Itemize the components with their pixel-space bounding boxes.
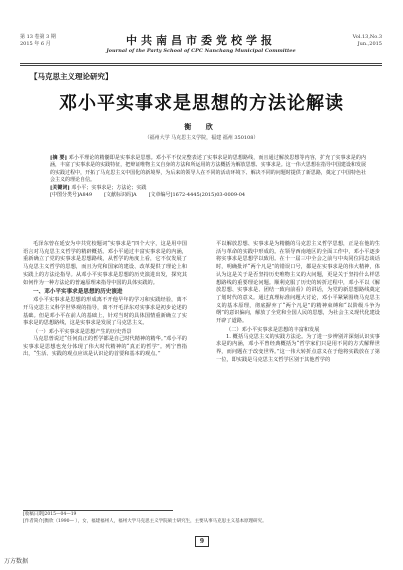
issue-date-en: Jun.,2015: [357, 41, 382, 47]
paragraph: 邓小平实事求是思想的形成离不开他早年的学习和实践经验，离不开马克思主义科学世界观的指导，离不开毛泽东对实事求是初步论述的基础。但是邓小平在前人的基础上，针对当时的具体国情重新确立了实事求是的思想路线，这是实事求是发展了马克思主义。: [23, 297, 187, 327]
paragraph: 1. 概括马克思主义的实践方法论。为了进一步辨别并深刻认识实事求是的内涵，邓小平曾经典概括为“哲学家们只是用不同的方式解释世界，而问题在于改变世界。”这一伟大转折点意义在于他将实践放在了第一位，即实践是马克思主义哲学区别于其他哲学的: [216, 333, 380, 363]
abstract-text: 邓小平理论的精髓即是实事求是思想。邓小平不仅完整表述了实事求是的思想路线，而且通过解放思想等内容，扩充了实事求是的内涵，丰富了实事求是的实践特征，把辩证唯物主义自身的方法和所运用的方法概括为解放思想、实事求是。这一伟大思想在指导中国建设和发展的实践过程中，开拓了马克思主义中国化的新境界，为后来的领导人在不同的活动环境下、解决不同的问题时提供了新思路，奠定了中国特色社会主义的理论自信。: [50, 155, 366, 184]
issue-info-en: [353, 34, 382, 48]
section-heading-1: 一、邓小平实事求是思想的历史演进: [33, 289, 123, 296]
body-column-right: [216, 241, 380, 365]
journal-header: [20, 34, 382, 64]
header-rule-thin: [20, 65, 382, 66]
volume-issue-en: Vol.13,No.3: [352, 34, 382, 40]
paragraph: 平以解放思想、实事求是为精髓的马克思主义哲学思想，正是在他的生活与革命的实践中形成的。在领导西南地区的全面工作中，邓小平逐步将实事求是思想学以致用。在十一届三中全会之前与中央同位同志谈话时，明确批评“两个凡是”的错误口号，都是在实事求是的伟大精神，体认为这是关于是否坚持历史唯物主义的大问题，更是关于坚持什么样思想路线的重要理论问题。顺利克服了历史的转折过程中，邓小平以《解放思想、实事求是、团结一致向前看》的讲话，为党的新思想路线奠定了划时代的意义。通过真理标准问题大讨论，邓小平紧紧围绕马克思主义的基本原理，彻底摒弃了“两个凡是”的精神束缚和“以阶级斗争为纲”的意识偏向，解放了全党和全国人民的思想，为社会主义现代化建设开辟了道路。: [216, 241, 380, 325]
intro-paragraph: 毛泽东曾在延安为中共党校题词“实事求是”四个大字，这是用中国语言对马克思主义哲学的精辟概括。邓小平通过丰富实事求是的内涵，重新确立了党的实事求是思想路线，从哲学的角度上看，它不仅发展了马克思主义哲学的思想，而且为党和国家的建设、改革提供了理论上和实践上的方法论指导。从邓小平实事求是思想的历史演进出发，探究其如何作为一种方法论的普遍原理来指导中国的具体实践的。: [23, 241, 187, 286]
keywords-label: [关键词]: [50, 184, 70, 191]
footnote-rule: [23, 510, 173, 511]
keywords: [50, 185, 366, 192]
header-rule: [20, 63, 382, 64]
author-bio: [作者简介]衡欣（1990— ），女，福建福州人，福州大学马克思主义学院硕士研究生，主要从事马克思主义基本原理研究。: [23, 518, 267, 524]
journal-name: [80, 34, 322, 55]
classification-codes: [50, 192, 366, 199]
column-tag: 【马克思主义理论研究】: [30, 72, 113, 81]
abstract: [50, 155, 366, 199]
page-number: 9: [195, 536, 209, 547]
author-name: 衡 欣: [184, 122, 219, 131]
article-number: [文章编号]1672-4445(2015)03-0009-04: [148, 192, 246, 199]
clc-number: [中图分类号]A849: [50, 192, 93, 199]
subsection-heading: （二）邓小平实事求是思想的丰富和发展: [226, 326, 320, 333]
journal-name-cn: 中共南昌市委党校学报: [126, 34, 276, 47]
article-title: 邓小平实事求是思想的方法论解读: [59, 93, 344, 114]
author-affiliation: （福州大学 马克思主义学院，福建 福州 350108）: [144, 135, 259, 141]
keywords-text: 邓小平；实事求是；方法论；实践: [71, 184, 147, 191]
paragraph: 马克思曾说过“任何真正的哲学都是自己时代精神的精华。”邓小平的实事求是思想也充分体现了伟大时代精神的“真正的哲学”。列宁曾指出，“生活、实践的观点应该是认识论的首要和基本的观点。”: [23, 336, 187, 358]
source-watermark: 万方数据: [4, 558, 29, 565]
journal-name-en: Journal of the Party School of CPC Nanchang Municipal Committee: [106, 48, 296, 54]
abstract-label: [摘 要]: [50, 155, 67, 161]
footnote: [23, 512, 373, 525]
issue-info: [20, 34, 56, 48]
issue-date: 2015 年 6 月: [20, 41, 51, 47]
doc-code: [文献标识码]A: [104, 192, 137, 199]
body-column-left: [23, 241, 187, 359]
volume-issue: 第 13 卷第 3 期: [20, 34, 56, 40]
received-date: [收稿日期]2015—04—19: [23, 512, 77, 517]
subsection-heading: （一）邓小平实事求是思想产生的历史背景: [33, 329, 132, 336]
